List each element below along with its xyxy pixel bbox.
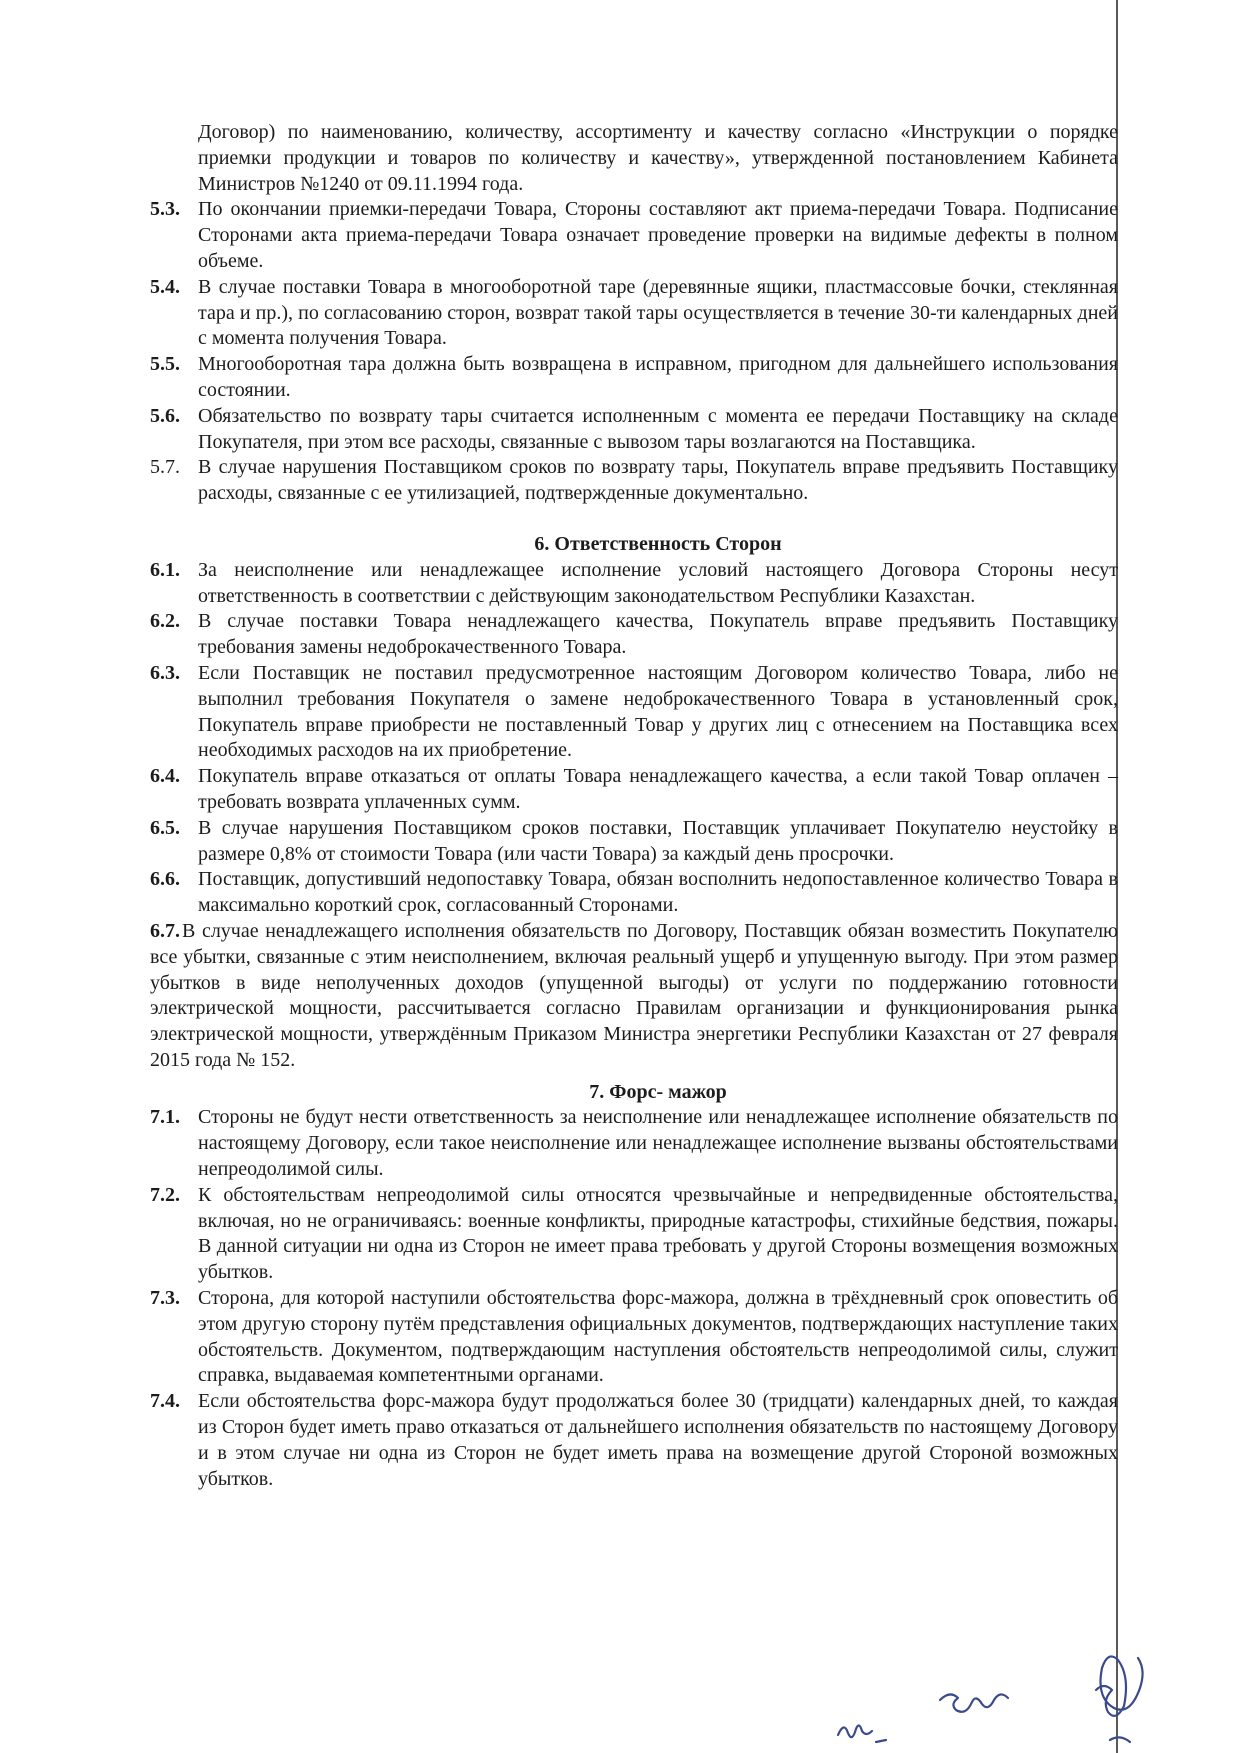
clause-text: Если обстоятельства форс-мажора будут продолжаться более 30 (тридцати) календарных дней, то каждая из Сторон будет иметь право отказаться от дальнейшего исполнения обязательств по настоящему Договору и в этом случае ни одна из Сторон не будет иметь права на возмещение другой Стороной возможных убытков. (198, 1390, 1118, 1490)
signature-stroke-3 (1096, 1656, 1143, 1715)
signature-stroke-4 (1110, 1737, 1130, 1742)
clause-number: 6.1. (150, 558, 180, 581)
signature-stroke-1 (838, 1725, 886, 1742)
intro-paragraph (150, 120, 1118, 197)
clause-number: 6.4. (150, 765, 180, 788)
clause-number: 7.1. (150, 1106, 180, 1129)
clause-text: В случае поставки Товара в многооборотной таре (деревянные ящики, пластмассовые бочки, стеклянная тара и пр.), по согласованию сторон, возврат такой тары осуществляется в течение 30-ти календарных дней с момента получения Товара. (198, 275, 1118, 350)
clause-5-7 (150, 455, 1118, 507)
clause-7-2 (150, 1183, 1118, 1286)
clause-number: 5.3. (150, 198, 180, 221)
clause-5-3 (150, 197, 1118, 274)
handwritten-signatures (820, 1640, 1200, 1753)
clause-text: Многооборотная тара должна быть возвращена в исправном, пригодном для дальнейшего использования состоянии. (198, 353, 1118, 401)
clause-number: 7.3. (150, 1287, 180, 1310)
clause-6-1 (150, 558, 1118, 610)
clause-number: 5.4. (150, 275, 180, 298)
clause-number: 7.4. (150, 1390, 180, 1413)
contract-text (150, 120, 1118, 1492)
clause-text: За неисполнение или ненадлежащее исполнение условий настоящего Договора Стороны несут ответственность в соответствии с действующим законодательством Республики Казахстан. (198, 558, 1118, 607)
clause-number: 6.5. (150, 816, 180, 839)
clause-text: По окончании приемки-передачи Товара, Стороны составляют акт приема-передачи Товара. Подписание Сторонами акта приема-передачи Товара означает проведение проверки на видимые дефекты в полном объеме. (198, 198, 1118, 272)
section-7-heading: 7. Форс- мажор (589, 1080, 727, 1103)
clause-number: 5.5. (150, 353, 180, 376)
clause-number: 5.6. (150, 404, 180, 427)
clause-text: Обязательство по возврату тары считается исполненным с момента ее передачи Поставщику на складе Покупателя, при этом все расходы, связанные с вывозом тары возлагаются на Поставщика. (198, 404, 1118, 453)
clause-7-4 (150, 1389, 1118, 1492)
clause-6-3 (150, 661, 1118, 764)
clause-text: В случае поставки Товара ненадлежащего качества, Покупатель вправе предъявить Поставщику требования замены недоброкачественного Товара. (198, 610, 1118, 659)
section-6-heading: 6. Ответственность Сторон (534, 532, 782, 555)
clause-6-6 (150, 867, 1118, 919)
clause-5-5 (150, 352, 1118, 404)
clause-text: К обстоятельствам непреодолимой силы относятся чрезвычайные и непредвиденные обстоятельства, включая, но не ограничиваясь: военные конфликты, природные катастрофы, стихийные бедствия, пожары. В данной ситуации ни одна из Сторон не имеет права требовать у другой Стороны возмещения возможных убытков. (198, 1183, 1118, 1284)
clause-text: Сторона, для которой наступили обстоятельства форс-мажора, должна в трёхдневный срок оповестить об этом другую сторону путём представления официальных документов, подтверждающих наступление таких обстоятельств. Документом, подтверждающим наступления обстоятельств непреодолимой силы, служит справка, выдаваемая компетентными органами. (198, 1287, 1118, 1387)
clause-6-5 (150, 816, 1118, 868)
clause-number: 7.2. (150, 1183, 180, 1206)
clause-7-3 (150, 1286, 1118, 1389)
clause-7-1 (150, 1105, 1118, 1182)
clause-number: 5.7. (150, 456, 180, 479)
intro-text: Договор) по наименованию, количеству, ассортименту и качеству согласно «Инструкции о порядке приемки продукции и товаров по количеству и качеству», утвержденной постановлением Кабинета Министров №1240 от 09.11.1994 года. (198, 121, 1118, 195)
clause-6-4 (150, 764, 1118, 816)
clause-number: 6.3. (150, 661, 180, 684)
clause-5-6 (150, 404, 1118, 456)
clause-6-7 (150, 919, 1118, 1074)
clause-6-2 (150, 609, 1118, 661)
clause-5-4 (150, 275, 1118, 352)
clause-text: Покупатель вправе отказаться от оплаты Товара ненадлежащего качества, а если такой Товар оплачен – требовать возврата уплаченных сумм. (198, 765, 1118, 813)
clause-text: В случае нарушения Поставщиком сроков по возврату тары, Покупатель вправе предъявить Поставщику расходы, связанные с ее утилизацией, подтвержденные документально. (198, 456, 1118, 505)
clause-text: Стороны не будут нести ответственность за неисполнение или ненадлежащее исполнение обязательств по настоящему Договору, если такое неисполнение или ненадлежащее исполнение вызваны обстоятельствами непреодолимой силы. (198, 1106, 1118, 1181)
signature-stroke-2 (940, 1694, 1008, 1711)
clause-number: 6.2. (150, 610, 180, 633)
clause-number: 6.6. (150, 868, 180, 891)
clause-text: В случае нарушения Поставщиком сроков поставки, Поставщик уплачивает Покупателю неустойку в размере 0,8% от стоимости Товара (или части Товара) за каждый день просрочки. (198, 816, 1118, 865)
clause-number: 6.7. (150, 919, 180, 942)
clause-text: Поставщик, допустивший недопоставку Товара, обязан восполнить недопоставленное количество Товара в максимально короткий срок, согласованный Сторонами. (198, 868, 1118, 917)
clause-text: В случае ненадлежащего исполнения обязательств по Договору, Поставщик обязан возместить Покупателю все убытки, связанные с этим неисполнением, включая реальный ущерб и упущенную выгоду. При этом размер убытков в виде неполученных доходов (упущенной выгоды) от услуги по поддержанию готовности электрической мощности, рассчитывается согласно Правилам организации и функционирования рынка электрической мощности, утверждённым Приказом Министра энергетики Республики Казахстан от 27 февраля 2015 года № 152. (150, 919, 1118, 1071)
clause-text: Если Поставщик не поставил предусмотренное настоящим Договором количество Товара, либо не выполнил требования Покупателя о замене недоброкачественного Товара в установленный срок, Покупатель вправе приобрести не поставленный Товар у других лиц с отнесением на Поставщика всех необходимых расходов на их приобретение. (198, 661, 1118, 762)
